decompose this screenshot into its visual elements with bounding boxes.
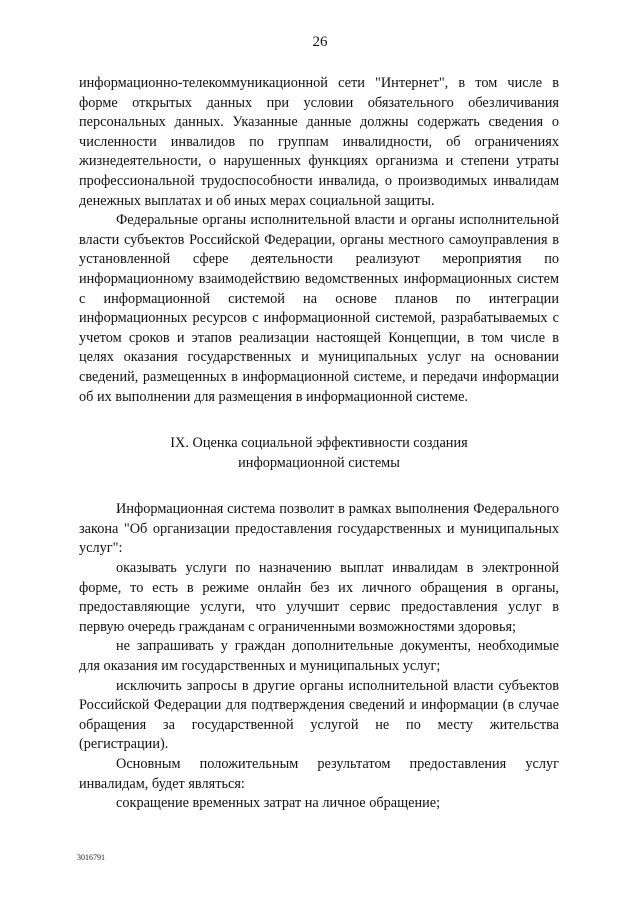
paragraph-system-allows: Информационная система позволит в рамках выполнения Федерального закона "Об организации предоставления государственных и муниципальных услуг": <box>79 501 559 557</box>
paragraph-federal-bodies: Федеральные органы исполнительной власти и органы исполнительной власти субъектов Российской Федерации, органы местного самоуправления в установленной сфере деятельности реализуют мероприятия по информационному взаимодействию ведомственных информационных систем с информационной системой на основе планов по интеграции информационных ресурсов с информационной системой, разрабатываемых с учетом сроков и этапов реализации настоящей Концепции, в том числе в целях оказания государственных и муниципальных услуг на основании сведений, размещенных в информационной системе, и передачи информации об их выполнении для размещения в информационной системе. <box>79 212 559 405</box>
paragraph-exclude-requests: исключить запросы в другие органы исполнительной власти субъектов Российской Федерации для подтверждения сведений и информации (в случае обращения за государственной услугой не по месту жительства (регистрации). <box>79 677 559 753</box>
section-heading-line-2: информационной системы <box>238 454 400 471</box>
paragraph-continuation: информационно-телекоммуникационной сети "Интернет", в том числе в форме открытых данных при условии обязательного обезличивания персональных данных. Указанные данные должны содержать сведения о численности инвалидов по группам инвалидности, об ограничениях жизнедеятельности, о нарушенных функциях организма и степени утраты профессиональной трудоспособности инвалида, о производимых инвалидам денежных выплатах и об иных мерах социальной защиты. <box>79 75 559 209</box>
section-heading <box>79 434 559 473</box>
document-body <box>79 74 559 814</box>
section-heading-line-1: IX. Оценка социальной эффективности создания <box>170 435 468 452</box>
paragraph-time-reduction: сокращение временных затрат на личное обращение; <box>116 795 441 812</box>
paragraph-no-extra-documents: не запрашивать у граждан дополнительные документы, необходимые для оказания им государственных и муниципальных услуг; <box>79 638 559 675</box>
footer-document-code: 3016791 <box>77 853 105 862</box>
paragraph-online-services: оказывать услуги по назначению выплат инвалидам в электронной форме, то есть в режиме онлайн без их личного обращения в органы, предоставляющие услуги, что улучшит сервис предоставления услуг в первую очередь гражданам с ограниченными возможностями здоровья; <box>79 560 559 635</box>
paragraph-main-result: Основным положительным результатом предоставления услуг инвалидам, будет являться: <box>79 756 559 792</box>
page-number: 26 <box>312 34 328 50</box>
